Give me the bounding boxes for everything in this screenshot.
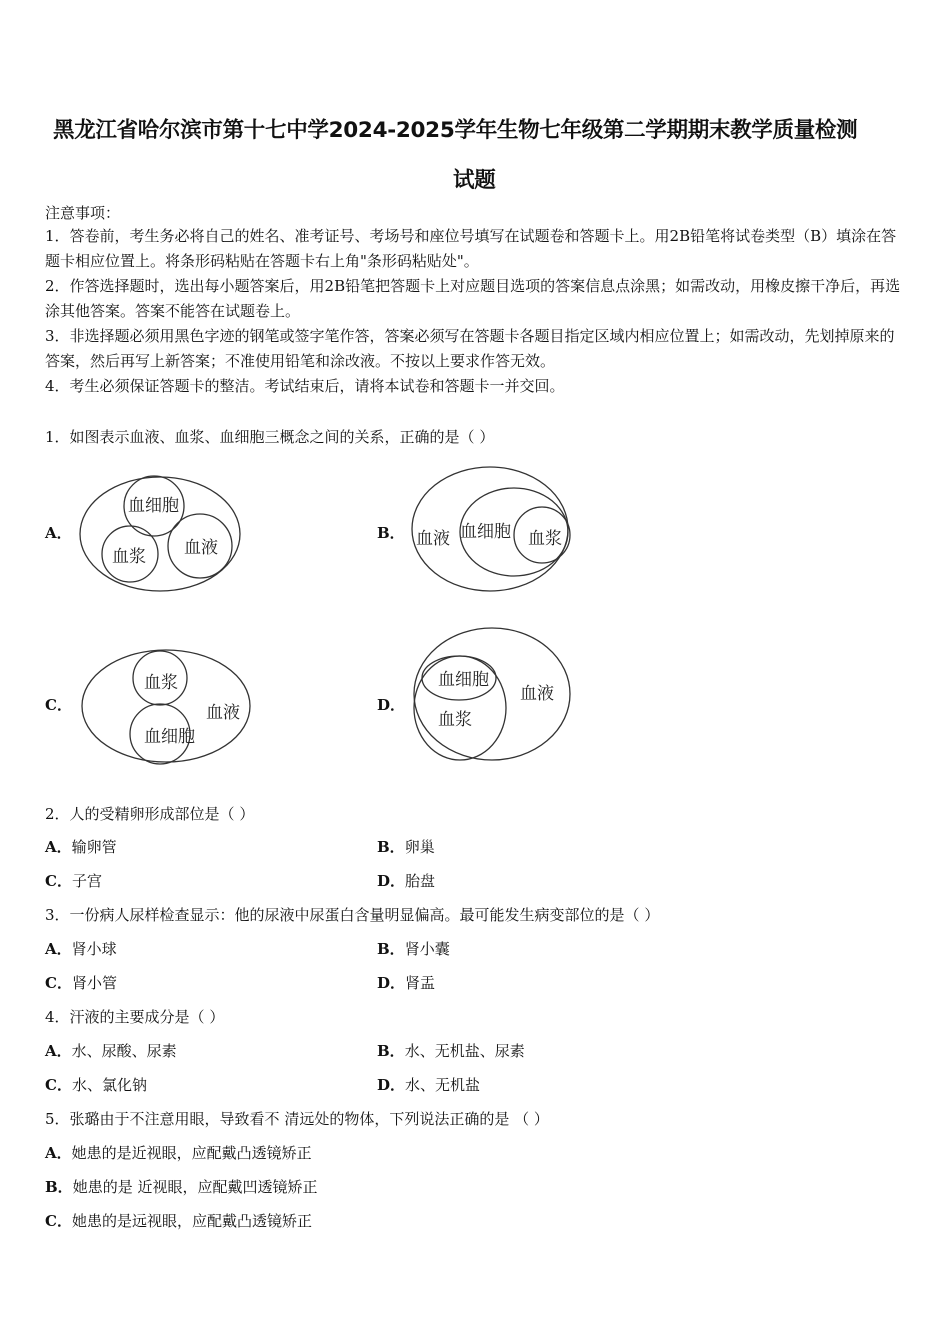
question-3-stem: 3．一份病人尿样检查显示：他的尿液中尿蛋白含量明显偏高。最可能发生病变部位的是（ ） (45, 906, 660, 924)
q1-option-c-label: C． (45, 696, 72, 714)
q1-c-text-plasma: 血浆 (144, 673, 178, 693)
q1-b-text-blood: 血液 (416, 529, 450, 549)
question-2-stem: 2．人的受精卵形成部位是（ ） (45, 805, 255, 823)
q5-option-a: A．她患的是近视眼，应配戴凸透镜矫正 (45, 1144, 312, 1162)
page-title: 黑龙江省哈尔滨市第十七中学2024-2025学年生物七年级第二学期期末教学质量检测 (53, 118, 858, 143)
notice-heading: 注意事项： (45, 204, 121, 222)
q1-option-d-label: D． (377, 696, 406, 714)
q2-option-c: C．子宫 (45, 872, 102, 890)
question-5-stem: 5．张璐由于不注意用眼，导致看不 清远处的物体，下列说法正确的是 （ ） (45, 1110, 549, 1128)
q2-option-b: B．卵巢 (377, 838, 435, 856)
q5-option-b: B．她患的是 近视眼，应配戴凹透镜矫正 (45, 1178, 318, 1196)
q1-d-text-blood-cells: 血细胞 (438, 670, 489, 690)
q4-option-d: D．水、无机盐 (377, 1076, 481, 1094)
q3-option-a: A．肾小球 (45, 940, 117, 958)
q1-diagram-d (410, 624, 576, 766)
q1-b-text-plasma: 血浆 (528, 529, 562, 549)
notice-item-1: 1．答卷前，考生务必将自己的姓名、准考证号、考场号和座位号填写在试题卷和答题卡上。用2B铅笔将试卷类型（B）填涂在答题卡相应位置上。将条形码粘贴在答题卡右上角"条形码粘贴处"。 (45, 227, 897, 270)
q1-a-text-blood: 血液 (184, 538, 218, 558)
notice-item-2: 2．作答选择题时，选出每小题答案后，用2B铅笔把答题卡上对应题目选项的答案信息点涂黑；如需改动，用橡皮擦干净后，再选涂其他答案。答案不能答在试题卷上。 (45, 277, 901, 320)
q3-option-b: B．肾小囊 (377, 940, 450, 958)
q2-option-d: D．胎盘 (377, 872, 436, 890)
question-4-stem: 4．汗液的主要成分是（ ） (45, 1008, 225, 1026)
q1-option-b-label: B． (377, 524, 405, 542)
q1-d-text-plasma: 血浆 (438, 710, 472, 730)
q1-option-a-label: A． (45, 524, 72, 542)
q1-d-text-blood: 血液 (520, 684, 554, 704)
q1-diagram-c (80, 648, 254, 766)
q1-diagram-b (410, 462, 576, 596)
q1-c-text-blood-cells: 血细胞 (144, 727, 195, 747)
q1-a-text-plasma: 血浆 (112, 547, 146, 567)
q2-option-a: A．输卵管 (45, 838, 117, 856)
notice-item-4: 4．考生必须保证答题卡的整洁。考试结束后，请将本试卷和答题卡一并交回。 (45, 377, 565, 395)
q4-option-b: B．水、无机盐、尿素 (377, 1042, 525, 1060)
q3-option-d: D．肾盂 (377, 974, 436, 992)
q5-option-c: C．她患的是远视眼，应配戴凸透镜矫正 (45, 1212, 312, 1230)
q4-option-c: C．水、氯化钠 (45, 1076, 147, 1094)
question-1-stem: 1．如图表示血液、血浆、血细胞三概念之间的关系，正确的是（ ） (45, 428, 495, 446)
q1-b-text-blood-cells: 血细胞 (460, 522, 511, 542)
q1-c-text-blood: 血液 (206, 703, 240, 723)
q3-option-c: C．肾小管 (45, 974, 117, 992)
q1-a-text-blood-cells: 血细胞 (128, 496, 179, 516)
page-title-line2: 试题 (453, 168, 496, 193)
notice-item-3: 3．非选择题必须用黑色字迹的钢笔或签字笔作答，答案必须写在答题卡各题目指定区域内相应位置上；如需改动，先划掉原来的答案，然后再写上新答案；不准使用铅笔和涂改液。不按以上要求作答无效。 (45, 327, 895, 370)
q4-option-a: A．水、尿酸、尿素 (45, 1042, 177, 1060)
q1-diagram-a (78, 475, 244, 595)
